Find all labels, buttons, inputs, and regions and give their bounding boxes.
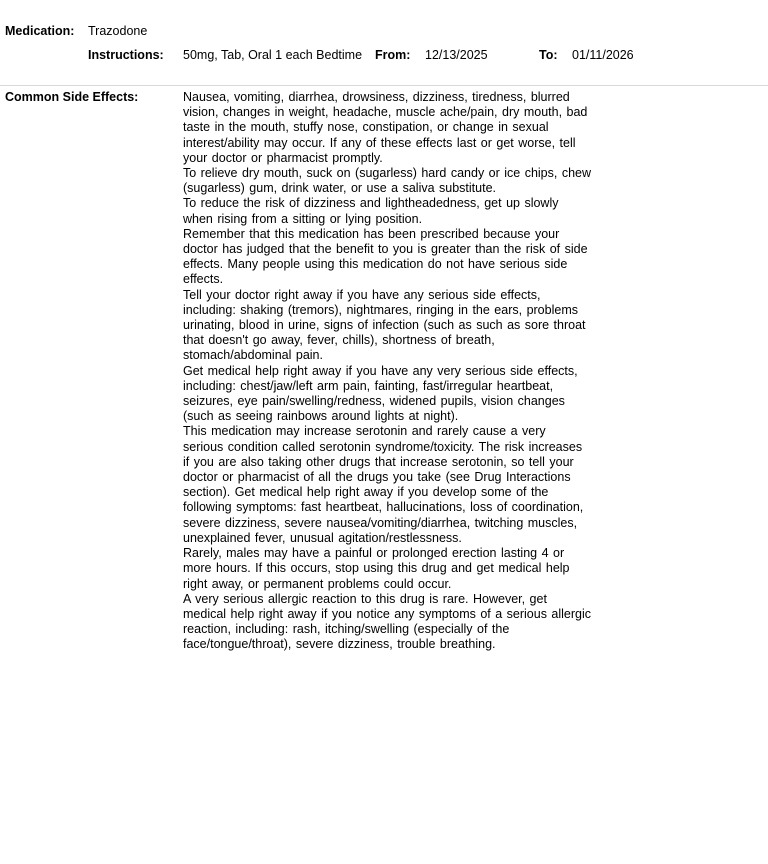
side-effects-line: more hours. If this occurs, stop using this drug and get medical help xyxy=(183,561,570,576)
side-effects-line: including: chest/jaw/left arm pain, fainting, fast/irregular heartbeat, xyxy=(183,378,554,393)
side-effects-line: A very serious allergic reaction to this drug is rare. However, get xyxy=(183,591,547,606)
side-effects-line: (sugarless) gum, drink water, or use a saliva substitute. xyxy=(183,181,496,196)
from-date-value: 12/13/2025 xyxy=(425,48,488,62)
side-effects-line: Rarely, males may have a painful or prolonged erection lasting 4 or xyxy=(183,546,565,561)
side-effects-line: To relieve dry mouth, suck on (sugarless) hard candy or ice chips, chew xyxy=(183,166,592,181)
side-effects-line: effects. xyxy=(183,272,224,287)
side-effects-line: doctor has judged that the benefit to you is greater than the risk of side xyxy=(183,242,588,257)
side-effects-paragraph xyxy=(183,424,628,546)
side-effects-line: severe dizziness, severe nausea/vomiting/diarrhea, twitching muscles, xyxy=(183,515,578,530)
side-effects-line: medical help right away if you notice any symptoms of a serious allergic xyxy=(183,606,592,621)
medication-label: Medication: xyxy=(5,24,75,38)
side-effects-line: This medication may increase serotonin and rarely cause a very xyxy=(183,424,546,439)
side-effects-paragraph xyxy=(183,90,628,166)
side-effects-line: face/tongue/throat), severe dizziness, trouble breathing. xyxy=(183,637,496,652)
side-effects-line: your doctor or pharmacist promptly. xyxy=(183,150,383,165)
side-effects-paragraph xyxy=(183,227,628,288)
side-effects-paragraph xyxy=(183,546,628,592)
side-effects-line: following symptoms: fast heartbeat, hallucinations, loss of coordination, xyxy=(183,500,584,515)
medication-value: Trazodone xyxy=(88,24,148,38)
side-effects-line: urinating, blood in urine, signs of infection (such as such as sore throat xyxy=(183,318,586,333)
side-effects-line: right away, or permanent problems could occur. xyxy=(183,576,452,591)
side-effects-line: seizures, eye pain/swelling/redness, widened pupils, vision changes xyxy=(183,394,565,409)
side-effects-line: serious condition called serotonin syndrome/toxicity. The risk increases xyxy=(183,439,583,454)
from-label: From: xyxy=(375,48,411,62)
side-effects-line: Tell your doctor right away if you have any serious side effects, xyxy=(183,287,541,302)
side-effects-line: Remember that this medication has been prescribed because your xyxy=(183,226,560,241)
side-effects-line: stomach/abdominal pain. xyxy=(183,348,323,363)
to-date-value: 01/11/2026 xyxy=(572,48,634,62)
side-effects-line: section). Get medical help right away if you develop some of the xyxy=(183,485,549,500)
side-effects-paragraph xyxy=(183,166,628,196)
side-effects-line: interest/ability may occur. If any of these effects last or get worse, tell xyxy=(183,135,576,150)
side-effects-paragraph xyxy=(183,196,628,226)
side-effects-text xyxy=(183,90,628,653)
instructions-value: 50mg, Tab, Oral 1 each Bedtime xyxy=(183,48,363,62)
side-effects-line: To reduce the risk of dizziness and lightheadedness, get up slowly xyxy=(183,196,559,211)
side-effects-line: including: shaking (tremors), nightmares, ringing in the ears, problems xyxy=(183,302,578,317)
side-effects-line: unexplained fever, unusual agitation/restlessness. xyxy=(183,530,462,545)
side-effects-paragraph xyxy=(183,364,628,425)
side-effects-line: that doesn't go away, fever, chills), shortness of breath, xyxy=(183,333,495,348)
side-effects-line: Nausea, vomiting, diarrhea, drowsiness, dizziness, tiredness, blurred xyxy=(183,90,570,104)
side-effects-paragraph xyxy=(183,592,628,653)
side-effects-paragraph xyxy=(183,288,628,364)
to-label: To: xyxy=(539,48,558,62)
common-side-effects-label: Common Side Effects: xyxy=(5,90,139,104)
side-effects-line: vision, changes in weight, headache, muscle ache/pain, dry mouth, bad xyxy=(183,105,588,120)
side-effects-line: (such as seeing rainbows around lights at night). xyxy=(183,409,459,424)
side-effects-line: taste in the mouth, stuffy nose, constipation, or change in sexual xyxy=(183,120,549,135)
side-effects-line: Get medical help right away if you have any very serious side effects, xyxy=(183,363,578,378)
section-divider xyxy=(0,85,768,86)
side-effects-line: effects. Many people using this medication do not have serious side xyxy=(183,257,568,272)
side-effects-line: reaction, including: rash, itching/swelling (especially of the xyxy=(183,622,510,637)
side-effects-line: doctor or pharmacist of all the drugs you take (see Drug Interactions xyxy=(183,470,571,485)
side-effects-line: when rising from a sitting or lying position. xyxy=(183,211,423,226)
instructions-label: Instructions: xyxy=(88,48,164,62)
side-effects-line: if you are also taking other drugs that increase serotonin, so tell your xyxy=(183,454,574,469)
